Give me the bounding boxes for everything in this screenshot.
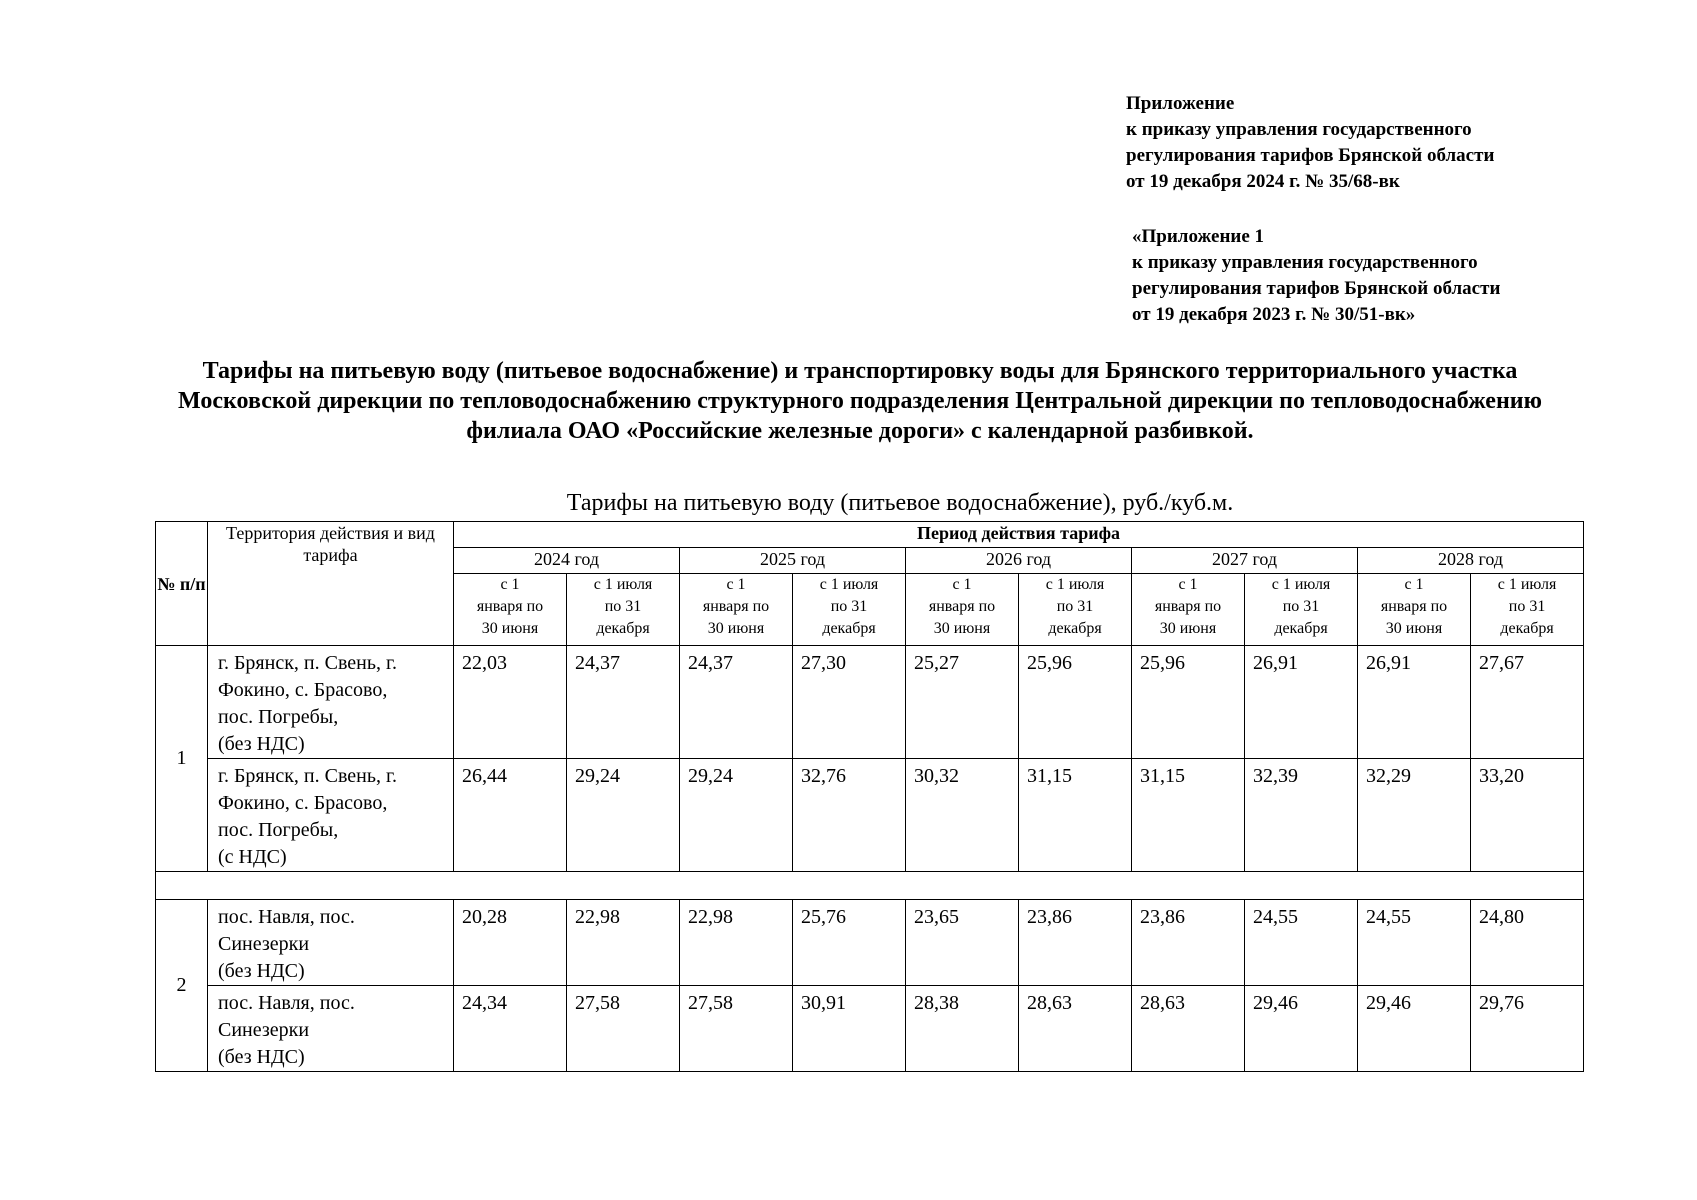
half-header-line: с 1 (500, 576, 520, 593)
territory-line: (с НДС) (218, 846, 287, 868)
tariff-value: 32,76 (793, 759, 906, 872)
half-header-jul-dec (793, 574, 906, 646)
tariff-value: 33,20 (1471, 759, 1584, 872)
tariff-value: 23,86 (1132, 900, 1245, 986)
title-line: Тарифы на питьевую воду (питьевое водоснабжение) и транспортировку воды для Брянского территориального участка (202, 358, 1518, 384)
half-header-line: с 1 июля (1045, 576, 1105, 593)
territory-line: (без НДС) (218, 960, 305, 982)
table-row (156, 646, 1584, 759)
appendix-line: к приказу управления государственного (1126, 119, 1472, 140)
half-header-jan-jun (680, 574, 793, 646)
tariff-value: 26,91 (1358, 646, 1471, 759)
half-header-line: с 1 (726, 576, 746, 593)
half-header-line: 30 июня (1385, 620, 1443, 637)
half-header-line: декабря (596, 620, 650, 637)
tariff-value: 24,55 (1245, 900, 1358, 986)
half-header-line: декабря (1048, 620, 1102, 637)
tariff-value: 29,46 (1245, 986, 1358, 1072)
territory-cell (208, 759, 454, 872)
table-row (156, 900, 1584, 986)
half-header-line: с 1 (952, 576, 972, 593)
territory-line: Фокино, с. Брасово, (218, 679, 388, 701)
half-header-line: по 31 (830, 598, 868, 615)
half-header-line: по 31 (1056, 598, 1094, 615)
tariff-value: 22,03 (454, 646, 567, 759)
period-header: Период действия тарифа (454, 522, 1584, 548)
half-header-jan-jun (1358, 574, 1471, 646)
tariff-value: 22,98 (567, 900, 680, 986)
half-header-line: января по (1380, 598, 1448, 615)
tariff-value: 27,58 (680, 986, 793, 1072)
territory-line: г. Брянск, п. Свень, г. (218, 652, 397, 674)
half-header-line: с 1 июля (1271, 576, 1331, 593)
tariff-value: 27,58 (567, 986, 680, 1072)
appendix-line: «Приложение 1 (1132, 226, 1265, 247)
half-header-line: с 1 июля (1497, 576, 1557, 593)
table-row (156, 759, 1584, 872)
half-header-line: 30 июня (933, 620, 991, 637)
title-line: филиала ОАО «Российские железные дороги» с календарной разбивкой. (466, 418, 1254, 444)
tariff-value: 24,37 (680, 646, 793, 759)
tariff-value: 31,15 (1019, 759, 1132, 872)
table-caption: Тарифы на питьевую воду (питьевое водоснабжение), руб./куб.м. (566, 490, 1234, 516)
tariff-value: 29,24 (680, 759, 793, 872)
year-header: 2026 год (906, 548, 1132, 574)
half-header-line: 30 июня (707, 620, 765, 637)
tariff-value: 32,39 (1245, 759, 1358, 872)
column-header-territory: Территория действия и вид тарифа (208, 522, 454, 646)
half-header-jan-jun (454, 574, 567, 646)
appendix-line: от 19 декабря 2024 г. № 35/68-вк (1126, 171, 1400, 192)
half-header-line: декабря (822, 620, 876, 637)
half-header-line: по 31 (1508, 598, 1546, 615)
tariff-value: 30,32 (906, 759, 1019, 872)
tariff-value: 29,24 (567, 759, 680, 872)
territory-cell (208, 900, 454, 986)
tariff-value: 29,46 (1358, 986, 1471, 1072)
tariff-value: 29,76 (1471, 986, 1584, 1072)
appendix-line: регулирования тарифов Брянской области (1132, 278, 1501, 299)
half-header-line: с 1 июля (593, 576, 653, 593)
half-header-line: 30 июня (481, 620, 539, 637)
year-header: 2027 год (1132, 548, 1358, 574)
half-header-jan-jun (1132, 574, 1245, 646)
half-header-jan-jun (906, 574, 1019, 646)
year-header: 2028 год (1358, 548, 1584, 574)
half-header-line: января по (1154, 598, 1222, 615)
territory-line: пос. Погребы, (218, 706, 339, 728)
table-row (156, 986, 1584, 1072)
appendix-line: регулирования тарифов Брянской области (1126, 145, 1495, 166)
tariff-value: 25,96 (1132, 646, 1245, 759)
year-header: 2025 год (680, 548, 906, 574)
half-header-line: января по (476, 598, 544, 615)
column-header-number: № п/п (156, 522, 208, 646)
tariff-value: 25,96 (1019, 646, 1132, 759)
tariff-value: 24,37 (567, 646, 680, 759)
half-header-line: по 31 (1282, 598, 1320, 615)
appendix-line: от 19 декабря 2023 г. № 30/51-вк» (1132, 304, 1416, 325)
appendix-header (1126, 91, 1494, 195)
tariff-value: 22,98 (680, 900, 793, 986)
tariff-value: 30,91 (793, 986, 906, 1072)
territory-line: пос. Навля, пос. (218, 906, 355, 928)
tariff-table (155, 521, 1584, 1072)
half-header-jul-dec (567, 574, 680, 646)
half-header-line: декабря (1500, 620, 1554, 637)
tariff-value: 24,34 (454, 986, 567, 1072)
territory-line: г. Брянск, п. Свень, г. (218, 765, 397, 787)
territory-line: (без НДС) (218, 733, 305, 755)
half-header-line: с 1 июля (819, 576, 879, 593)
row-number: 1 (156, 646, 208, 872)
territory-line: (без НДС) (218, 1046, 305, 1068)
tariff-value: 23,86 (1019, 900, 1132, 986)
tariff-value: 28,63 (1132, 986, 1245, 1072)
tariff-value: 28,38 (906, 986, 1019, 1072)
tariff-value: 25,76 (793, 900, 906, 986)
territory-line: пос. Навля, пос. (218, 992, 355, 1014)
tariff-value: 25,27 (906, 646, 1019, 759)
half-header-jul-dec (1471, 574, 1584, 646)
tariff-value: 27,67 (1471, 646, 1584, 759)
title-line: Московской дирекции по тепловодоснабжению структурного подразделения Центральной дирекции по тепловодоснабжению (178, 388, 1542, 414)
half-header-line: с 1 (1178, 576, 1198, 593)
half-header-line: декабря (1274, 620, 1328, 637)
year-header: 2024 год (454, 548, 680, 574)
territory-line: пос. Погребы, (218, 819, 339, 841)
tariff-value: 26,44 (454, 759, 567, 872)
territory-line: Фокино, с. Брасово, (218, 792, 388, 814)
half-header-line: с 1 (1404, 576, 1424, 593)
tariff-value: 24,80 (1471, 900, 1584, 986)
tariff-value: 31,15 (1132, 759, 1245, 872)
document-title (80, 356, 1640, 446)
half-header-line: 30 июня (1159, 620, 1217, 637)
territory-cell (208, 986, 454, 1072)
tariff-value: 23,65 (906, 900, 1019, 986)
territory-line: Синезерки (218, 933, 310, 955)
territory-line: Синезерки (218, 1019, 310, 1041)
half-header-line: по 31 (604, 598, 642, 615)
half-header-jul-dec (1019, 574, 1132, 646)
tariff-value: 27,30 (793, 646, 906, 759)
tariff-value: 20,28 (454, 900, 567, 986)
tariff-value: 28,63 (1019, 986, 1132, 1072)
appendix-line: Приложение (1126, 93, 1235, 114)
appendix-reference (1132, 224, 1500, 328)
appendix-line: к приказу управления государственного (1132, 252, 1478, 273)
separator-row (156, 872, 1584, 900)
tariff-value: 24,55 (1358, 900, 1471, 986)
tariff-value: 26,91 (1245, 646, 1358, 759)
territory-cell (208, 646, 454, 759)
half-header-jul-dec (1245, 574, 1358, 646)
half-header-line: января по (702, 598, 770, 615)
tariff-value: 32,29 (1358, 759, 1471, 872)
row-number: 2 (156, 900, 208, 1072)
half-header-line: января по (928, 598, 996, 615)
